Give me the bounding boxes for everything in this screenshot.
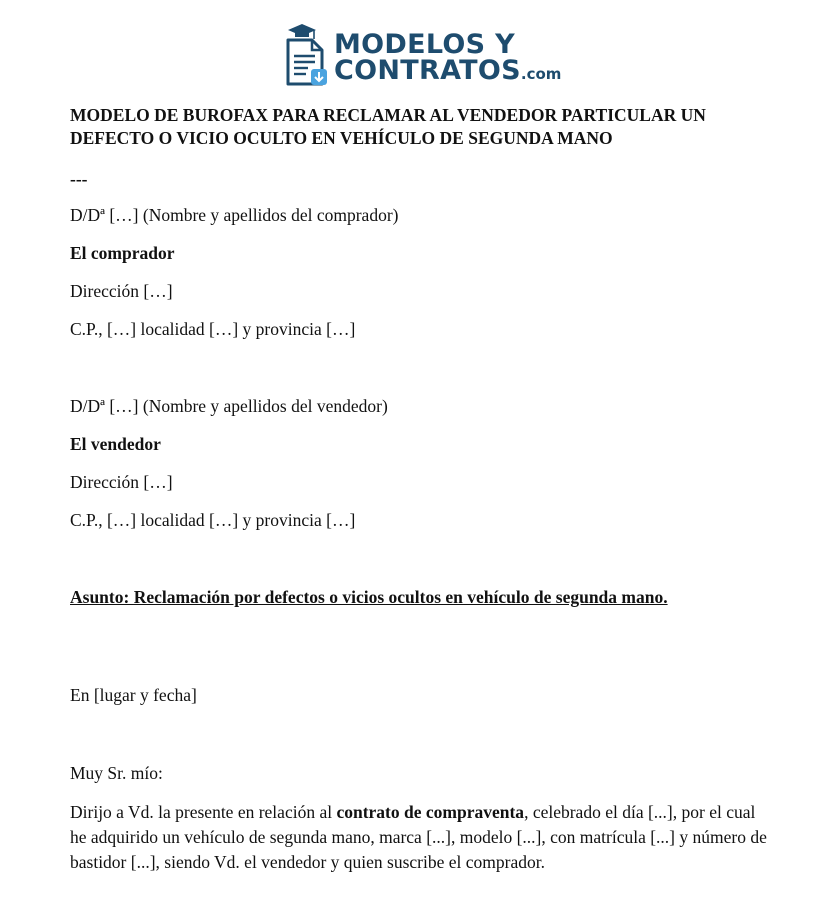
seller-name: D/Dª […] (Nombre y apellidos del vendedor) <box>70 396 388 416</box>
seller-address: Dirección […] <box>70 472 173 492</box>
body-text-bold: contrato de compraventa <box>336 802 525 822</box>
logo-line-1: MODELOS Y <box>334 29 515 60</box>
logo-line-2 <box>334 56 561 89</box>
buyer-locality: C.P., […] localidad […] y provincia […] <box>70 319 356 339</box>
buyer-name: D/Dª […] (Nombre y apellidos del comprador) <box>70 205 399 225</box>
logo-suffix: .com <box>520 65 562 83</box>
place-and-date: En [lugar y fecha] <box>70 685 197 705</box>
buyer-address: Dirección […] <box>70 281 173 301</box>
body-paragraph <box>70 800 770 875</box>
document-title: MODELO DE BUROFAX PARA RECLAMAR AL VENDEDOR PARTICULAR UN DEFECTO O VICIO OCULTO EN VEHÍCULO DE SEGUNDA MANO <box>70 105 706 148</box>
subject-line: Asunto: Reclamación por defectos o vicios ocultos en vehículo de segunda mano. <box>70 587 668 607</box>
greeting: Muy Sr. mío: <box>70 763 163 783</box>
seller-locality: C.P., […] localidad […] y provincia […] <box>70 510 356 530</box>
body-text-end: , celebrado el día [...], por el cual he adquirido un vehículo de segunda mano, marca [...], modelo [...], con matrícula [...] y número de bastidor [...], siendo Vd. el vendedor y quien suscribe el comprador. <box>70 802 767 872</box>
separator: --- <box>70 169 88 189</box>
logo-line-2-text: CONTRATOS <box>334 55 521 86</box>
brand-logo[interactable] <box>282 22 572 90</box>
document-graduation-icon <box>282 22 330 88</box>
buyer-role: El comprador <box>70 243 175 263</box>
seller-role: El vendedor <box>70 434 161 454</box>
document-body <box>70 104 770 872</box>
body-text-start: Dirijo a Vd. la presente en relación al <box>70 802 337 822</box>
